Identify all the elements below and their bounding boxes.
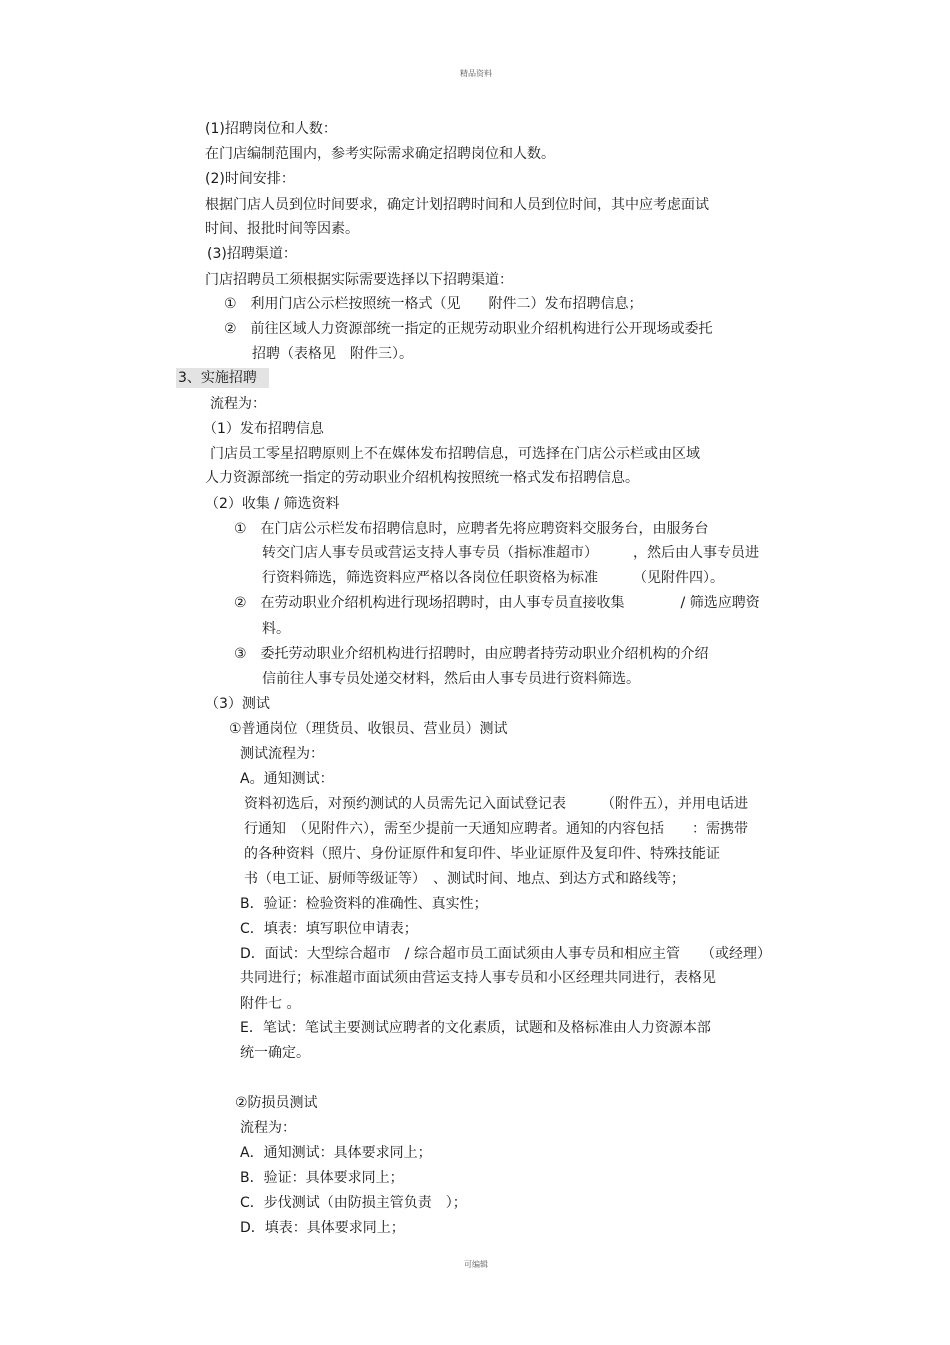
text-line: (1)招聘岗位和人数：	[205, 121, 337, 137]
text-line: 流程为：	[240, 1120, 296, 1136]
text-line: 根据门店人员到位时间要求，确定计划招聘时间和人员到位时间，其中应考虑面试	[205, 197, 709, 213]
text-line: ① 在门店公示栏发布招聘信息时，应聘者先将应聘资料交服务台，由服务台	[234, 521, 709, 537]
text-line: 门店员工零星招聘原则上不在媒体发布招聘信息，可选择在门店公示栏或由区域	[210, 446, 700, 462]
text-line: 附件七 。	[240, 996, 301, 1012]
text-line: 行通知 （见附件六），需至少提前一天通知应聘者。通知的内容包括 ：需携带	[244, 821, 748, 837]
text-line: ② 在劳动职业介绍机构进行现场招聘时，由人事专员直接收集 / 筛选应聘资	[234, 595, 760, 611]
text-line: 门店招聘员工须根据实际需要选择以下招聘渠道：	[205, 272, 513, 288]
text-line: 统一确定。	[240, 1045, 310, 1061]
text-line: 转交门店人事专员或营运支持人事专员（指标准超市） ，然后由人事专员进	[262, 545, 759, 561]
text-line: ②防损员测试	[235, 1095, 318, 1111]
text-line: 料。	[262, 621, 290, 637]
text-line: 招聘（表格见 附件三）。	[252, 346, 413, 362]
text-line: C．步伐测试（由防损主管负责 ）；	[240, 1195, 467, 1211]
text-line: D．面试：大型综合超市 / 综合超市员工面试须由人事专员和相应主管 （或经理）	[240, 946, 771, 962]
text-line: （2）收集 / 筛选资料	[205, 496, 340, 512]
page-header: 精品资料	[460, 69, 492, 78]
text-line: 书（电工证、厨师等级证等） 、测试时间、地点、到达方式和路线等；	[244, 871, 685, 887]
text-line: A。通知测试：	[240, 771, 334, 787]
text-line: A．通知测试：具体要求同上；	[240, 1145, 432, 1161]
text-line: B．验证：检验资料的准确性、真实性；	[240, 896, 488, 912]
text-line: D．填表：具体要求同上；	[240, 1220, 405, 1236]
text-line: 时间、报批时间等因素。	[205, 221, 359, 237]
page-footer: 可编辑	[464, 1260, 488, 1269]
text-line: (3)招聘渠道：	[207, 246, 297, 262]
text-line: 人力资源部统一指定的劳动职业介绍机构按照统一格式发布招聘信息。	[205, 470, 639, 486]
text-line: ② 前往区域人力资源部统一指定的正规劳动职业介绍机构进行公开现场或委托	[224, 321, 713, 337]
text-line: （3）测试	[205, 696, 270, 712]
text-line: 的各种资料（照片、身份证原件和复印件、毕业证原件及复印件、特殊技能证	[244, 846, 720, 862]
text-line: 测试流程为：	[240, 746, 324, 762]
text-line: 行资料筛选，筛选资料应严格以各岗位任职资格为标准 （见附件四）。	[262, 570, 724, 586]
text-line: (2)时间安排：	[205, 171, 295, 187]
text-line: ① 利用门店公示栏按照统一格式（见 附件二）发布招聘信息；	[224, 296, 643, 312]
text-line: ①普通岗位（理货员、收银员、营业员）测试	[229, 721, 508, 737]
section-heading	[176, 369, 269, 387]
text-line: B．验证：具体要求同上；	[240, 1170, 404, 1186]
text-line: 资料初选后，对预约测试的人员需先记入面试登记表 （附件五），并用电话进	[244, 796, 748, 812]
text-line: 在门店编制范围内，参考实际需求确定招聘岗位和人数。	[205, 146, 555, 162]
text-line: 信前往人事专员处递交材料，然后由人事专员进行资料筛选。	[262, 671, 640, 687]
text-line: E．笔试：笔试主要测试应聘者的文化素质，试题和及格标准由人力资源本部	[240, 1020, 711, 1036]
text-line: （1）发布招聘信息	[203, 421, 324, 437]
section-heading-text: 3、实施招聘	[176, 368, 269, 388]
text-line: 共同进行；标准超市面试须由营运支持人事专员和小区经理共同进行，表格见	[240, 970, 716, 986]
text-line: C．填表：填写职位申请表；	[240, 921, 418, 937]
text-line: ③ 委托劳动职业介绍机构进行招聘时，由应聘者持劳动职业介绍机构的介绍	[234, 646, 709, 662]
text-line: 流程为：	[210, 396, 266, 412]
